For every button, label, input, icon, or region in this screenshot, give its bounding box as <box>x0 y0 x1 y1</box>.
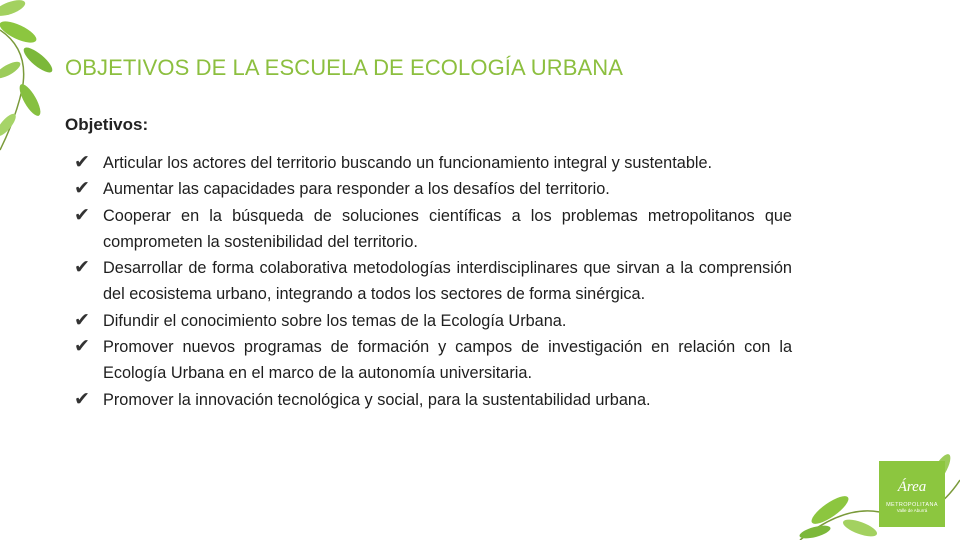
objective-item <box>70 308 792 334</box>
objective-text: Cooperar en la búsqueda de soluciones científicas a los problemas metropolitanos que comprometen la sostenibilidad del territorio. <box>103 206 792 251</box>
checkmark-icon: ✔ <box>74 257 90 279</box>
checkmark-icon: ✔ <box>74 336 90 358</box>
checkmark-icon: ✔ <box>74 388 90 410</box>
area-metropolitana-logo <box>879 461 945 527</box>
objective-item <box>70 203 792 256</box>
objective-item <box>70 176 792 202</box>
objective-text: Aumentar las capacidades para responder a los desafíos del territorio. <box>103 180 610 199</box>
objective-item <box>70 334 792 387</box>
objective-item <box>70 387 792 413</box>
checkmark-icon: ✔ <box>74 309 90 331</box>
logo-line-2: Valle de Aburrá <box>896 508 928 513</box>
objective-text: Desarrollar de forma colaborativa metodologías interdisciplinares que sirvan a la comprensión del ecosistema urbano, integrando a todos los sectores de forma sinérgica. <box>103 259 792 304</box>
objective-text: Articular los actores del territorio buscando un funcionamiento integral y sustentable. <box>103 154 713 172</box>
logo-line-1: METROPOLITANA <box>886 502 938 508</box>
objectives-heading: Objetivos: <box>65 115 149 134</box>
objective-item <box>70 255 792 308</box>
objective-text: Promover nuevos programas de formación y campos de investigación en relación con la Ecología Urbana en el marco de la autonomía universitaria. <box>103 338 792 383</box>
leaf-branch-top-left-decoration <box>0 0 70 160</box>
checkmark-icon: ✔ <box>74 178 90 200</box>
objective-text: Difundir el conocimiento sobre los temas de la Ecología Urbana. <box>103 311 567 330</box>
slide-title: OBJETIVOS DE LA ESCUELA DE ECOLOGÍA URBANA <box>65 55 624 80</box>
objectives-list <box>70 150 792 413</box>
objective-text: Promover la innovación tecnológica y social, para la sustentabilidad urbana. <box>103 390 651 409</box>
logo-word: Área <box>897 479 927 495</box>
objective-item <box>70 150 792 176</box>
checkmark-icon: ✔ <box>74 204 90 226</box>
checkmark-icon: ✔ <box>74 152 90 173</box>
